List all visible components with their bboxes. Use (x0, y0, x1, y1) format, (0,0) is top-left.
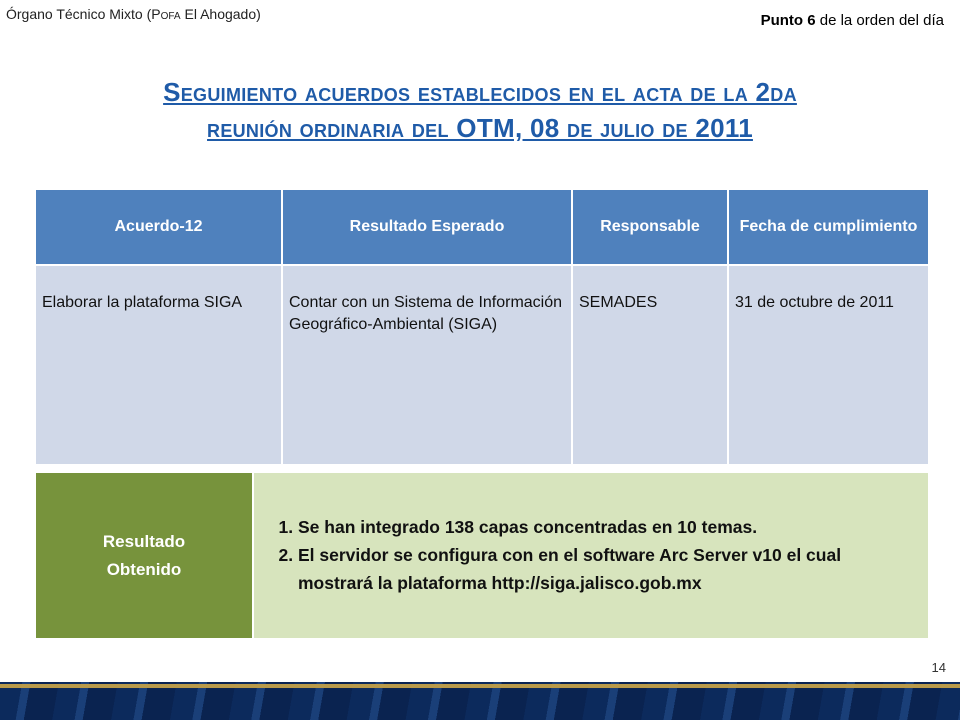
list-item: 1. Se han integrado 138 capas concentradas en 10 temas. (298, 513, 904, 541)
page-number: 14 (931, 660, 946, 675)
result-label-line-1: Resultado (102, 531, 186, 551)
org-prefix: Órgano Técnico Mixto (P (6, 6, 161, 22)
table-header-row (36, 190, 928, 265)
page-title (40, 74, 920, 146)
table-row (36, 265, 928, 464)
cell-acuerdo: Elaborar la plataforma SIGA (36, 265, 282, 464)
cell-responsable: SEMADES (572, 265, 728, 464)
list-item: 2. El servidor se configura con en el software Arc Server v10 el cual mostrará la plataforma http://siga.jalisco.gob.mx (298, 541, 904, 597)
result-list (268, 513, 904, 597)
agenda-point (761, 12, 944, 29)
organization-header (6, 6, 261, 22)
header-acuerdo: Acuerdo-12 (36, 190, 282, 265)
agreement-table (36, 190, 928, 464)
result-label-line-2: Obtenido (106, 559, 182, 579)
cell-resultado-esperado: Contar con un Sistema de Información Geográfico-Ambiental (SIGA) (282, 265, 572, 464)
header-responsable: Responsable (572, 190, 728, 265)
footer-gold-line (0, 684, 960, 688)
org-suffix: El Ahogado) (180, 6, 261, 22)
org-small: OFA (160, 11, 181, 22)
header-resultado-esperado: Resultado Esperado (282, 190, 572, 265)
agenda-point-rest: de la orden del día (815, 12, 944, 29)
result-box (36, 473, 928, 638)
title-line-1: Seguimiento acuerdos establecidos en el acta de la 2da (163, 77, 797, 107)
title-line-2: reunión ordinaria del OTM, 08 de julio de 2011 (207, 113, 753, 143)
cell-fecha: 31 de octubre de 2011 (728, 265, 928, 464)
result-body (254, 473, 928, 638)
header-fecha: Fecha de cumplimiento (728, 190, 928, 265)
result-label (36, 473, 254, 638)
agenda-point-bold: Punto 6 (760, 12, 816, 29)
